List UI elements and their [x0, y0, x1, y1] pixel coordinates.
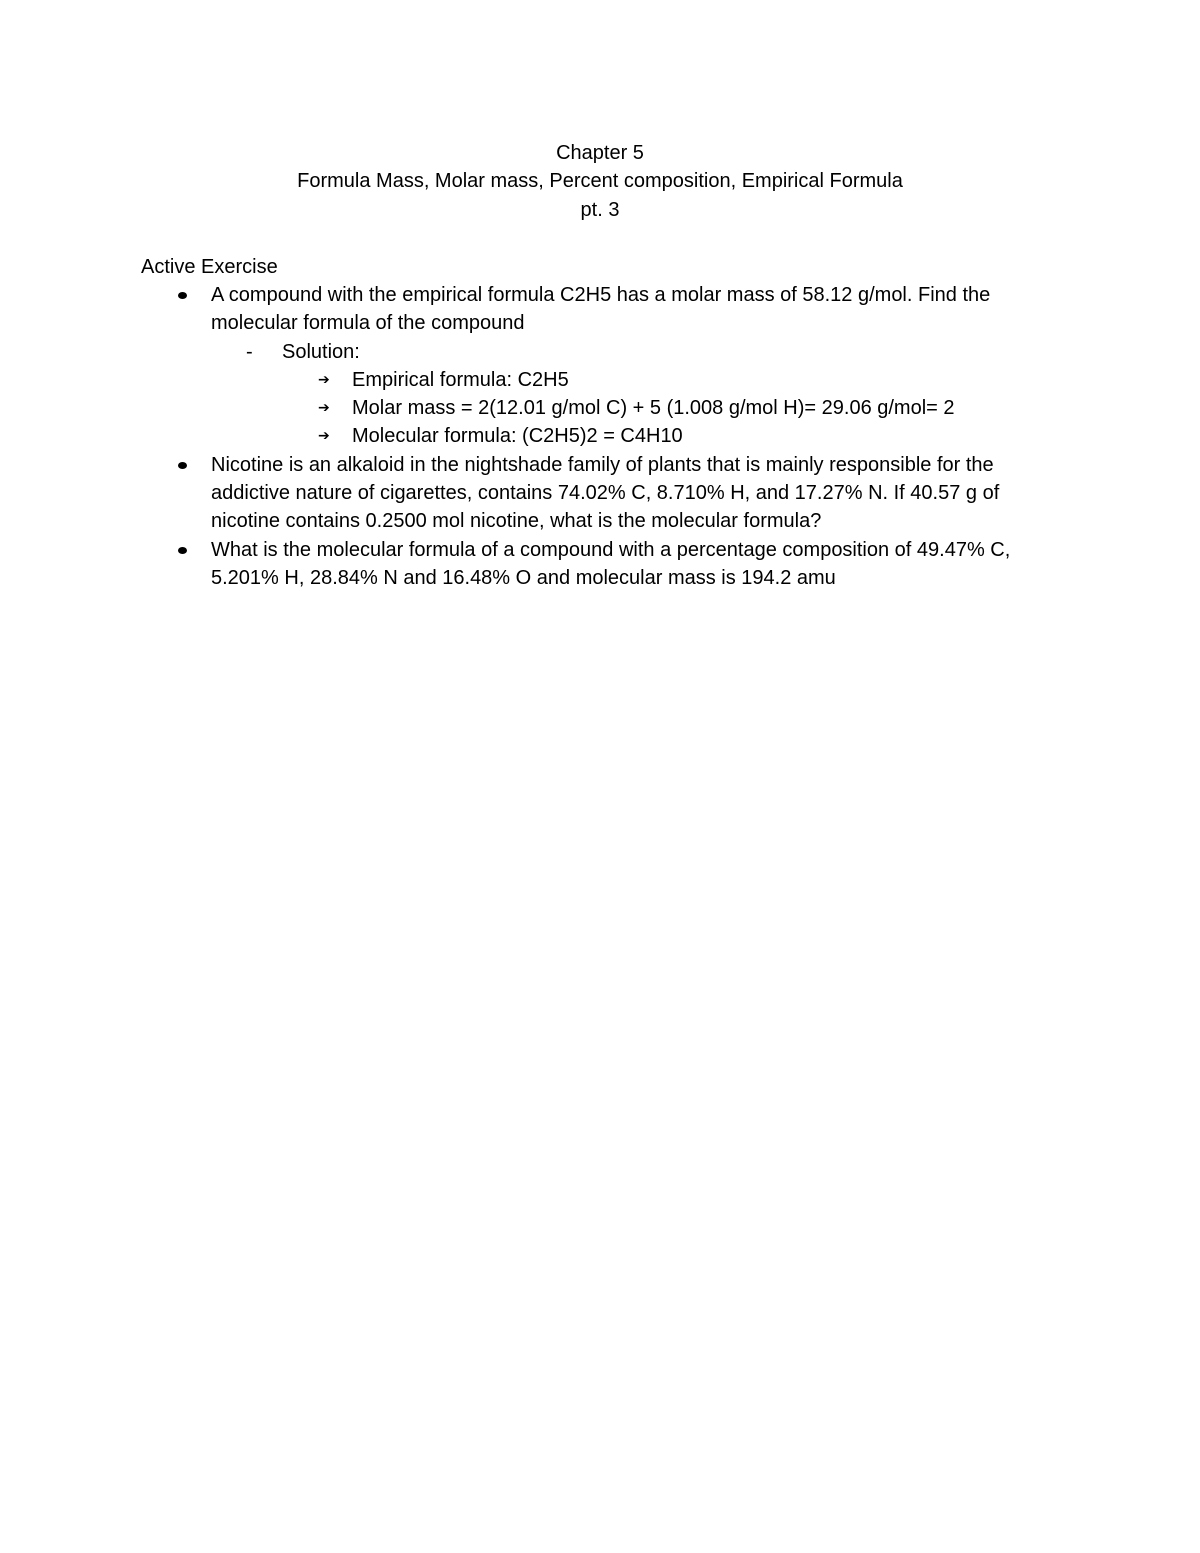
bullet-icon: [178, 292, 187, 299]
arrow-icon: ➔: [318, 371, 330, 388]
solution-step-text: Molar mass = 2(12.01 g/mol C) + 5 (1.008 g/mol H)= 29.06 g/mol= 2: [352, 397, 955, 420]
dash-icon: -: [246, 340, 253, 363]
arrow-icon: ➔: [318, 428, 330, 445]
solution-step-text: Molecular formula: (C2H5)2 = C4H10: [352, 425, 683, 448]
exercise-list: [141, 281, 1081, 592]
solution-step: [141, 422, 1081, 450]
exercise-text: Nicotine is an alkaloid in the nightshade family of plants that is mainly responsible for the addictive nature of cigarettes, contains 74.02% C, 8.710% H, and 17.27% N. If 40.57 g of nicotine contains 0.2500 mol nicotine, what is the molecular formula?: [211, 453, 1000, 533]
arrow-icon: ➔: [318, 400, 330, 417]
topic-title: Formula Mass, Molar mass, Percent composition, Empirical Formula: [297, 170, 903, 193]
exercise-text: A compound with the empirical formula C2H5 has a molar mass of 58.12 g/mol. Find the molecular formula of the compound: [211, 284, 991, 335]
bullet-icon: [178, 547, 187, 554]
section-heading: Active Exercise: [141, 256, 278, 278]
solution-label: Solution:: [282, 340, 360, 363]
exercise-item: [141, 451, 1081, 536]
solution-step-text: Empirical formula: C2H5: [352, 368, 569, 391]
solution-item: [141, 338, 1081, 366]
exercise-item: [141, 281, 1081, 338]
chapter-title: Chapter 5: [556, 142, 644, 164]
solution-step: [141, 394, 1081, 422]
part-label: pt. 3: [580, 198, 620, 221]
exercise-item: [141, 536, 1081, 593]
document-header: [0, 139, 1200, 224]
solution-step: [141, 366, 1081, 394]
exercise-text: What is the molecular formula of a compound with a percentage composition of 49.47% C, 5.201% H, 28.84% N and 16.48% O and molecular mass is 194.2 amu: [211, 538, 1011, 589]
bullet-icon: [178, 462, 187, 469]
